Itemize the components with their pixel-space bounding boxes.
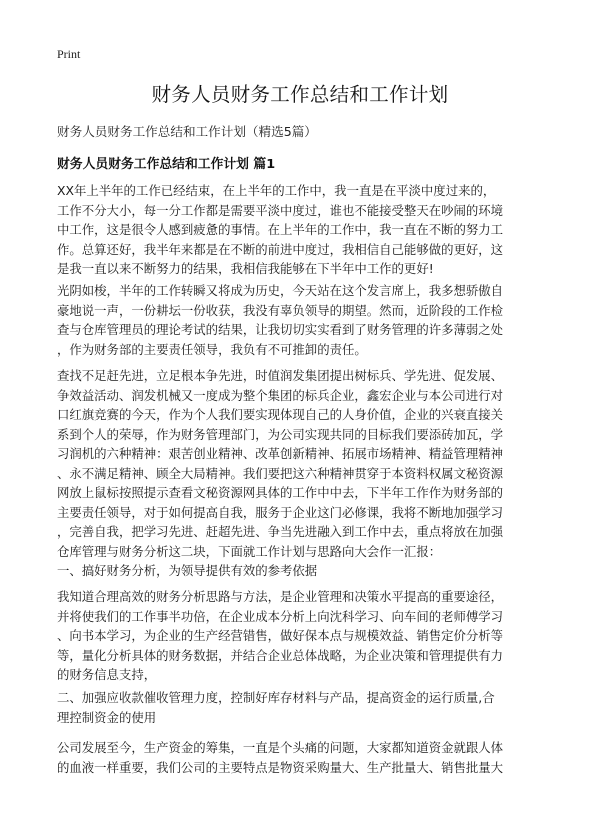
paragraph-line: 的血液一样重要，我们公司的主要特点是物资采购量大、生产批量大、销售批量大: [57, 759, 504, 775]
paragraph-line: 工作不分大小，每一分工作都是需要平淡中度过，谁也不能接受整天在吵闹的环境: [57, 202, 504, 218]
paragraph-line: 等，量化分析具体的财务数据，并结合企业总体战略，为企业决策和管理提供有力: [57, 647, 504, 663]
paragraph-2: [57, 281, 552, 359]
print-label: Print: [57, 47, 81, 61]
paragraph-line: 的财务信息支持，: [57, 667, 157, 682]
paragraph-line: 并将使我们的工作事半功倍，在企业成本分析上向沈科学习、向车间的老师傅学习: [57, 608, 504, 624]
paragraph-line: ，完善自我，把学习先进、赶超先进、争当先进融入到工作中去，重点将放在加强: [57, 524, 504, 539]
paragraph-4: [57, 587, 552, 685]
paragraph-line: 一、搞好财务分析，为领导提供有效的参考依据: [57, 563, 318, 578]
paragraph-1: [57, 181, 552, 279]
paragraph-line: 我知道合理高效的财务分析思路与方法，是企业管理和决策水平提高的重要途径，: [57, 589, 504, 604]
document-subtitle: 财务人员财务工作总结和工作计划（精选5篇）: [57, 124, 317, 139]
paragraph-line: XX年上半年的工作已经结束，在上半年的工作中，我一直是在平淡中度过来的，: [57, 183, 496, 198]
paragraph-3: [57, 366, 552, 561]
section-heading: 财务人员财务工作总结和工作计划 篇1: [57, 157, 276, 172]
paragraph-line: 豪地说一声，一份耕坛一份收获，我没有辜负领导的期望。然而，近阶段的工作检: [57, 302, 504, 318]
paragraph-line: 主要责任领导，对于如何提高自我，服务于企业这门必修课，我将不断地加强学习: [57, 504, 504, 520]
numbered-heading-1: [57, 561, 552, 581]
paragraph-line: 中工作，这是很令人感到疲惫的事情。在上半年的工作中，我一直在不断的努力工: [57, 222, 504, 237]
paragraph-line: 作。总算还好，我半年来都是在不断的前进中度过，我相信自己能够做的更好，这: [57, 241, 504, 257]
paragraph-line: 光阴如梭，半年的工作转瞬又将成为历史，今天站在这个发言席上，我多想骄傲自: [57, 283, 504, 298]
paragraph-5: [57, 738, 552, 777]
paragraph-line: ，作为财务部的主要责任领导，我负有不可推卸的责任。: [57, 341, 367, 357]
paragraph-line: 习润机的六种精神：艰苦创业精神、改革创新精神、拓展市场精神、精益管理精神: [57, 446, 504, 461]
paragraph-line: 口红旗竞赛的今天，作为个人我们要实现体现自己的人身价值，企业的兴衰直接关: [57, 407, 504, 422]
paragraph-line: 、向书本学习，为企业的生产经营错售，做好保本点与规模效益、销售定价分析等: [57, 628, 504, 643]
paragraph-line: 查找不足赶先进，立足根本争先进，时值润发集团提出树标兵、学先进、促发展、: [57, 368, 504, 383]
paragraph-line: 网放上鼠标按照提示查看文秘资源网具体的工作中中去，下半年工作作为财务部的: [57, 485, 504, 500]
paragraph-line: 系到个人的荣辱，作为财务管理部门，为公司实现共同的目标我们要添砖加瓦，学: [57, 426, 504, 442]
paragraph-line: 仓库管理与财务分析这二块，下面就工作计划与思路向大会作一汇报：: [57, 543, 442, 559]
paragraph-line: 争效益活动、润发机械又一度成为整个集团的标兵企业，鑫宏企业与本公司进行对: [57, 387, 504, 403]
document-title: 财务人员财务工作总结和工作计划: [151, 83, 449, 106]
paragraph-line: 是我一直以来不断努力的结果，我相信我能够在下半年中工作的更好!: [57, 261, 434, 276]
paragraph-line: 二、加强应收款催收管理力度，控制好库存材料与产品，提高资金的运行质量,合: [57, 690, 495, 705]
numbered-heading-2: [57, 688, 552, 727]
paragraph-line: 查与仓库管理员的理论考试的结果，让我切切实实看到了财务管理的许多薄弱之处: [57, 322, 504, 337]
paragraph-line: 公司发展至今，生产资金的筹集，一直是个头痛的问题，大家都知道资金就跟人体: [57, 740, 504, 755]
paragraph-line: 、永不满足精神、顾全大局精神。我们要把这六种精神贯穿于本资料权属文秘资源: [57, 465, 504, 481]
paragraph-line: 理控制资金的使用: [57, 709, 157, 725]
